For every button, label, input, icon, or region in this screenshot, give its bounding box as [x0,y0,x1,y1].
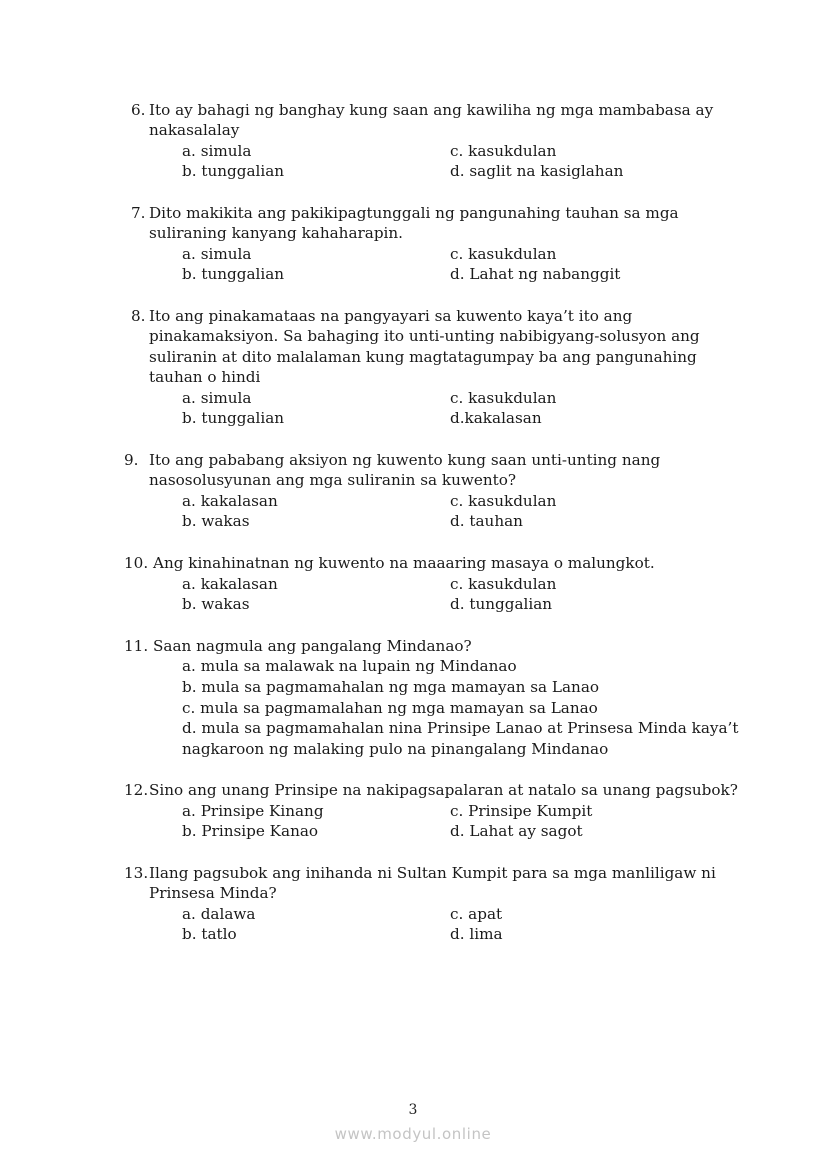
question-number: 10. [124,554,149,572]
choice-a: a. Prinsipe Kinang [182,802,324,820]
choice-b: b. tunggalian [182,409,285,427]
watermark: www.modyul.online [334,1125,492,1143]
question-stem: Ito ay bahagi ng banghay kung saan ang kawiliha ng mga mambabasa ay [149,101,714,119]
question-number: 13. [124,864,149,882]
question-stem: Saan nagmula ang pangalang Mindanao? [153,637,472,655]
question-number: 6. [131,101,146,119]
question-stem: Dito makikita ang pakikipagtunggali ng pangunahing tauhan sa mga [149,204,679,222]
choice-b: b. Prinsipe Kanao [182,822,319,840]
question-number: 9. [124,451,139,469]
choice-d: d. Lahat ng nabanggit [450,265,621,283]
question-stem: nasosolusyunan ang mga suliranin sa kuwento? [149,471,517,489]
choice-d-continued: nagkaroon ng malaking pulo na pinangalang Mindanao [182,740,609,758]
choice-c: c. kasukdulan [450,245,557,263]
choice-a: a. kakalasan [182,492,278,510]
choice-a: a. simula [182,142,252,160]
choice-c: c. Prinsipe Kumpit [450,802,593,820]
choice-c: c. apat [450,905,503,923]
question-number: 12. [124,781,149,799]
choice-d: d. tunggalian [450,595,553,613]
question-number: 7. [131,204,146,222]
choice-c: c. kasukdulan [450,575,557,593]
question-stem: Sino ang unang Prinsipe na nakipagsapalaran at natalo sa unang pagsubok? [149,781,738,799]
choice-d: d. tauhan [450,512,523,530]
question-stem: Ang kinahinatnan ng kuwento na maaaring masaya o malungkot. [153,554,655,572]
choice-d: d. saglit na kasiglahan [450,162,624,180]
question-stem: Ito ang pinakamataas na pangyayari sa kuwento kaya’t ito ang [149,307,633,325]
choice-c: c. kasukdulan [450,142,557,160]
choice-b: b. wakas [182,512,250,530]
question-stem: nakasalalay [149,121,240,139]
question-stem: tauhan o hindi [149,368,261,386]
choice-d: d. lima [450,925,503,943]
choice-c: c. mula sa pagmamalahan ng mga mamayan sa Lanao [182,699,598,717]
choice-b: b. tunggalian [182,162,285,180]
question-number: 11. [124,637,149,655]
choice-c: c. kasukdulan [450,389,557,407]
choice-a: a. mula sa malawak na lupain ng Mindanao [182,657,517,675]
question-stem: Ilang pagsubok ang inihanda ni Sultan Kumpit para sa mga manliligaw ni [149,864,716,882]
question-stem: pinakamaksiyon. Sa bahaging ito unti-unting nabibigyang-solusyon ang [149,327,700,345]
choice-d: d.kakalasan [450,409,542,427]
choice-b: b. tunggalian [182,265,285,283]
choice-d: d. Lahat ay sagot [450,822,583,840]
question-stem: suliranin at dito malalaman kung magtatagumpay ba ang pangunahing [149,348,697,366]
question-stem: Ito ang pababang aksiyon ng kuwento kung saan unti-unting nang [149,451,661,469]
choice-d: d. mula sa pagmamahalan nina Prinsipe Lanao at Prinsesa Minda kaya’t [182,719,739,737]
choice-b: b. tatlo [182,925,237,943]
question-stem: suliraning kanyang kahaharapin. [149,224,404,242]
page-number: 3 [408,1102,418,1118]
choice-a: a. simula [182,245,252,263]
question-stem: Prinsesa Minda? [149,884,277,902]
choice-b: b. mula sa pagmamahalan ng mga mamayan sa Lanao [182,678,600,696]
choice-b: b. wakas [182,595,250,613]
choice-a: a. dalawa [182,905,256,923]
question-number: 8. [131,307,146,325]
choice-a: a. simula [182,389,252,407]
choice-a: a. kakalasan [182,575,278,593]
choice-c: c. kasukdulan [450,492,557,510]
